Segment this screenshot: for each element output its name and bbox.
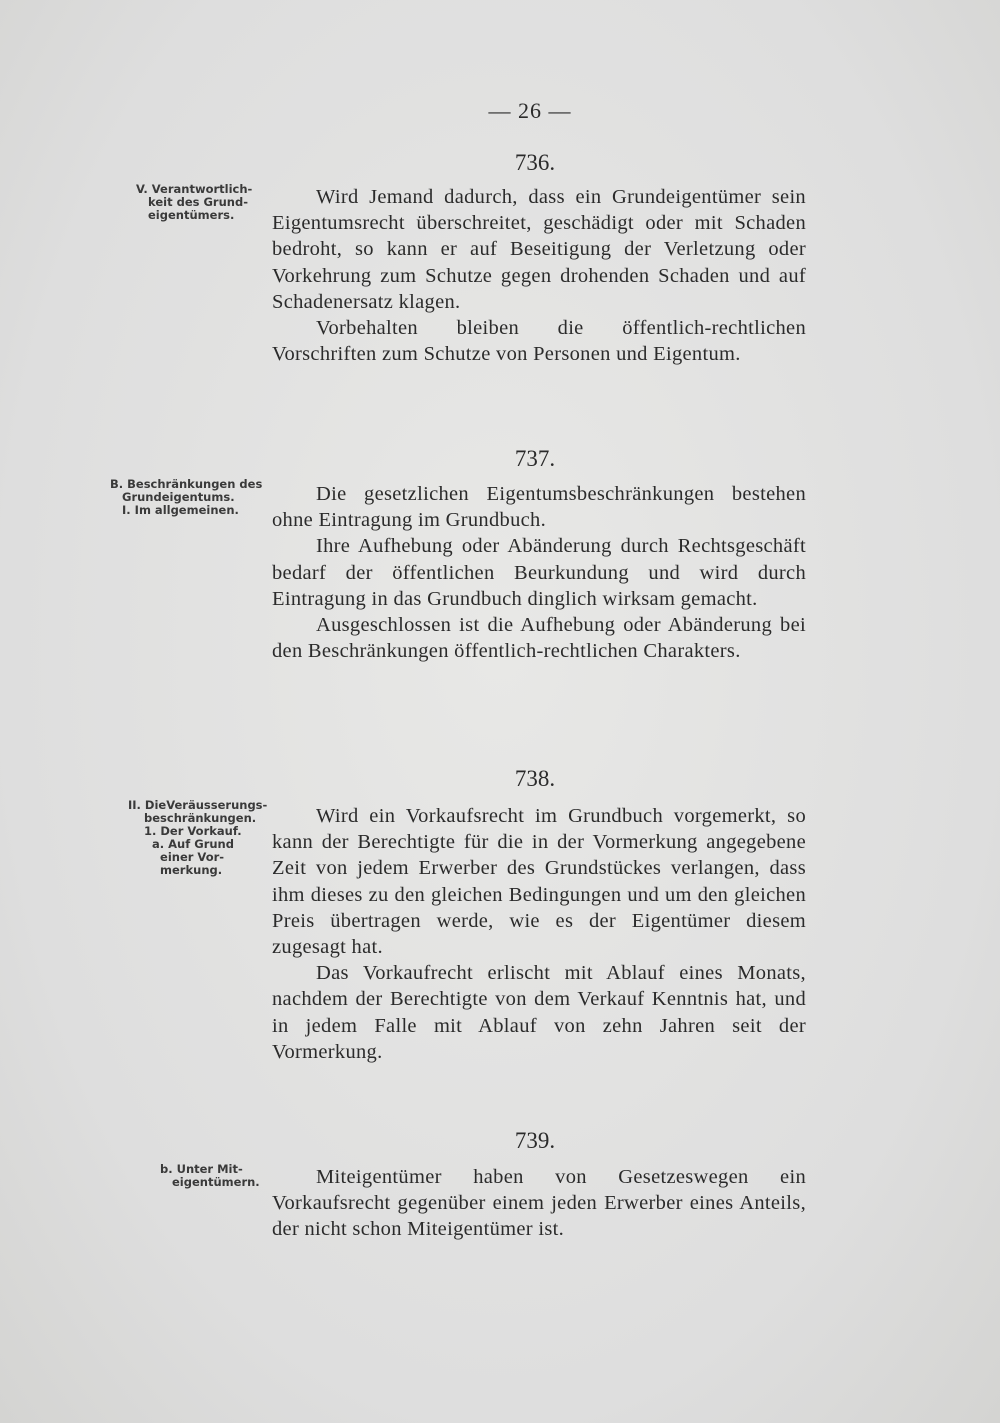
page-number: — 26 —	[488, 98, 572, 123]
marginal-note	[136, 183, 252, 222]
marginal-note-line: B. Beschränkungen des	[110, 477, 263, 491]
article-body	[272, 184, 806, 367]
article-number: 737.	[514, 446, 556, 471]
marginal-note-line: eigentümers.	[136, 208, 235, 222]
article-paragraph: Ausgeschlossen ist die Aufhebung oder Abänderung bei den Beschränkungen öffentlich-rechtlichen Charakters.	[272, 614, 806, 663]
article-paragraph: Wird Jemand dadurch, dass ein Grundeigentümer sein Eigentumsrecht überschreitet, geschädigt oder mit Schaden bedroht, so kann er auf Beseitigung der Verletzung oder Vorkehrung zum Schutze gegen drohenden Schaden und auf Schadenersatz klagen.	[272, 186, 806, 313]
article-paragraph: Das Vorkaufrecht erlischt mit Ablauf eines Monats, nachdem der Berechtigte von dem Verkauf Kenntnis hat, und in jedem Falle mit Ablauf von zehn Jahren seit der Vormerkung.	[272, 962, 806, 1063]
article-body	[272, 481, 806, 664]
marginal-note-line: beschränkungen.	[128, 811, 257, 825]
marginal-note-line: b. Unter Mit-	[160, 1162, 243, 1176]
article-body	[272, 1164, 806, 1243]
marginal-note-line: I. Im allgemeinen.	[110, 503, 239, 517]
article-paragraph: Miteigentümer haben von Gesetzeswegen ein Vorkaufsrecht gegenüber einem jeden Erwerber eines Anteils, der nicht schon Miteigentümer ist.	[272, 1166, 806, 1241]
article-number: 736.	[514, 150, 556, 175]
article-body	[272, 803, 806, 1065]
marginal-note-line: a. Auf Grund	[128, 837, 234, 851]
marginal-note-line: merkung.	[128, 863, 223, 877]
article-paragraph: Die gesetzlichen Eigentumsbeschränkungen bestehen ohne Eintragung im Grundbuch.	[272, 483, 806, 532]
marginal-note-line: II. DieVeräusserungs-	[128, 798, 268, 812]
marginal-note	[128, 799, 267, 877]
article-paragraph: Vorbehalten bleiben die öffentlich-rechtlichen Vorschriften zum Schutze von Personen und Eigentum.	[272, 317, 806, 366]
marginal-note-line: keit des Grund-	[136, 195, 248, 209]
marginal-note-line: 1. Der Vorkauf.	[128, 824, 242, 838]
marginal-note-line: V. Verantwortlich-	[136, 182, 253, 196]
marginal-note-line: Grundeigentums.	[110, 490, 235, 504]
article-paragraph: Ihre Aufhebung oder Abänderung durch Rechtsgeschäft bedarf der öffentlichen Beurkundung und wird durch Eintragung in das Grundbuch dinglich wirksam gemacht.	[272, 535, 806, 610]
marginal-note	[160, 1163, 260, 1189]
article-number: 738.	[514, 766, 556, 791]
marginal-note	[110, 478, 262, 517]
article-number: 739.	[514, 1128, 556, 1153]
article-paragraph: Wird ein Vorkaufsrecht im Grundbuch vorgemerkt, so kann der Berechtigte für die in der Vormerkung angegebene Zeit von jedem Erwerber des Grundstückes verlangen, dass ihm dieses zu den gleichen Bedingungen und um den gleichen Preis übertragen werde, wie es der Eigentümer diesem zugesagt hat.	[272, 805, 806, 959]
marginal-note-line: einer Vor-	[128, 850, 225, 864]
marginal-note-line: eigentümern.	[160, 1175, 260, 1189]
